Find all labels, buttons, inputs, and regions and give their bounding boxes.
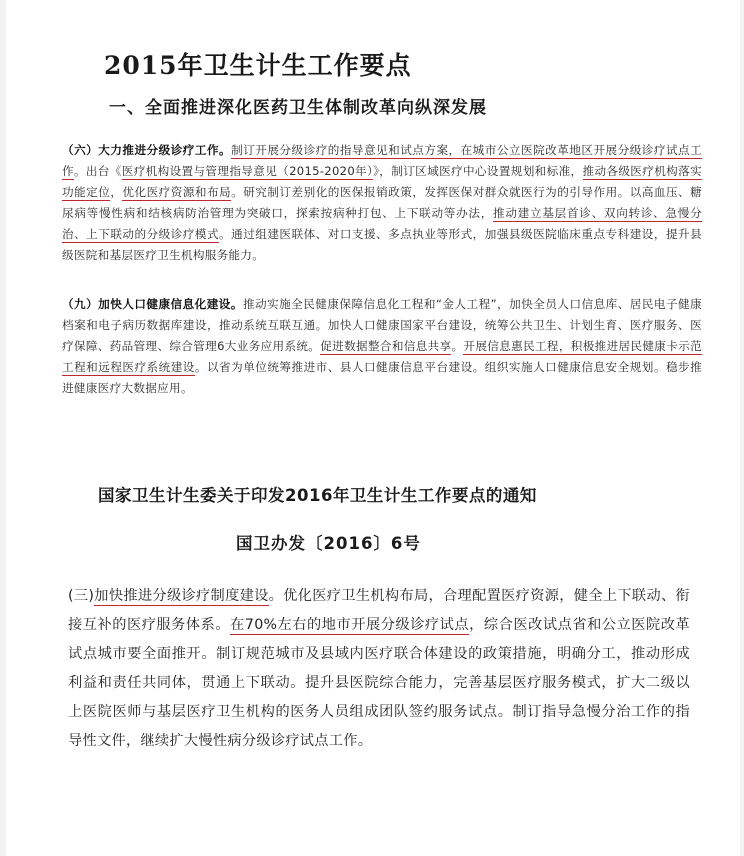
body-text: ，综合医改试点省和公立医院改革试点城市要全面推开。制订规范城市及县域内医疗联合体建设的政策措施，明确分工，推动形成利益和责任共同体，贯通上下联动。提升县医院综合能力，完善基层医疗服务模式，扩大二级以上医院医师与基层医疗卫生机构的医务人员组成团队签约服务试点。制订指导急慢分治工作的指导性文件，继续扩大慢性病分级诊疗试点工作。 <box>68 617 690 749</box>
underlined-text: 制订开展分级诊疗的指导意见和试点方案，在城市公立医院改革地区开展分级诊疗试点工作 <box>62 143 703 178</box>
section-heading: 一、全面推进深化医药卫生体制改革向纵深发展 <box>109 98 487 118</box>
underlined-text: 优化医疗资源和布局 <box>122 185 232 199</box>
underlined-text: 医疗机构设置与管理指导意见（2015-2020年） <box>121 164 374 178</box>
document-title: 2015年卫生计生工作要点 <box>104 51 412 80</box>
body-text: ， <box>110 185 123 199</box>
paragraph-three <box>68 582 690 756</box>
paragraph-six-lead: （六）大力推进分级诊疗工作。 <box>62 143 232 157</box>
underlined-text: 促进数据整合和信息共享 <box>320 339 452 353</box>
body-text: 推动实施全民健康保障信息化工程和“金人工程”，加快全员人口信息库、居民电子健康档案和电子病历数据库建设，推动系统互联互通。加快人口健康国家平台建设，统筹公共卫生、计划生育、医疗服务、医疗保障、药品管理、综合管理6大业务应用系统。 <box>62 297 702 353</box>
underlined-text: 加快推进分级诊疗制度建设 <box>94 588 269 604</box>
body-text: 》，制订区域医疗中心设置规划和标准， <box>373 164 583 178</box>
body-text: 。出台《 <box>73 164 122 178</box>
underlined-text: 开展信息惠民工程，积极推进居民健康卡示范工程和远程医疗系统建设 <box>62 339 702 374</box>
body-text: 。研究制订差别化的医保报销政策，发挥医保对群众就医行为的引导作用。以高血压、糖尿病等慢性病和结核病防治管理为突破口，探索按病种打包、上下联动等办法， <box>62 185 703 220</box>
body-text: 。通过组建医联体、对口支援、多点执业等形式，加强县级医院临床重点专科建设，提升县级医院和基层医疗卫生机构服务能力。 <box>62 227 702 262</box>
paragraph-nine <box>62 294 702 399</box>
paragraph-nine-lead: （九）加快人口健康信息化建设。 <box>62 297 243 311</box>
notice-title: 国家卫生计生委关于印发2016年卫生计生工作要点的通知 <box>98 486 537 505</box>
paragraph-six <box>62 140 702 266</box>
body-text: 。以省为单位统筹推进市、县人口健康信息平台建设。组织实施人口健康信息安全规划。稳步推进健康医疗大数据应用。 <box>62 360 702 395</box>
underlined-text: 在70%左右的地市开展分级诊疗试点 <box>230 617 470 633</box>
underlined-text: 推动建立基层首诊、双向转诊、急慢分治、上下联动的分级诊疗模式 <box>62 206 702 241</box>
underlined-text: 推动各级医疗机构落实功能定位 <box>62 164 702 199</box>
body-text: 。优化医疗卫生机构布局，合理配置医疗资源，健全上下联动、衔接互补的医疗服务体系。 <box>68 588 690 633</box>
body-text: 。 <box>451 339 464 353</box>
paragraph-three-lead: (三) <box>68 588 95 604</box>
notice-number: 国卫办发〔2016〕6号 <box>236 534 421 553</box>
document-page <box>6 0 740 856</box>
